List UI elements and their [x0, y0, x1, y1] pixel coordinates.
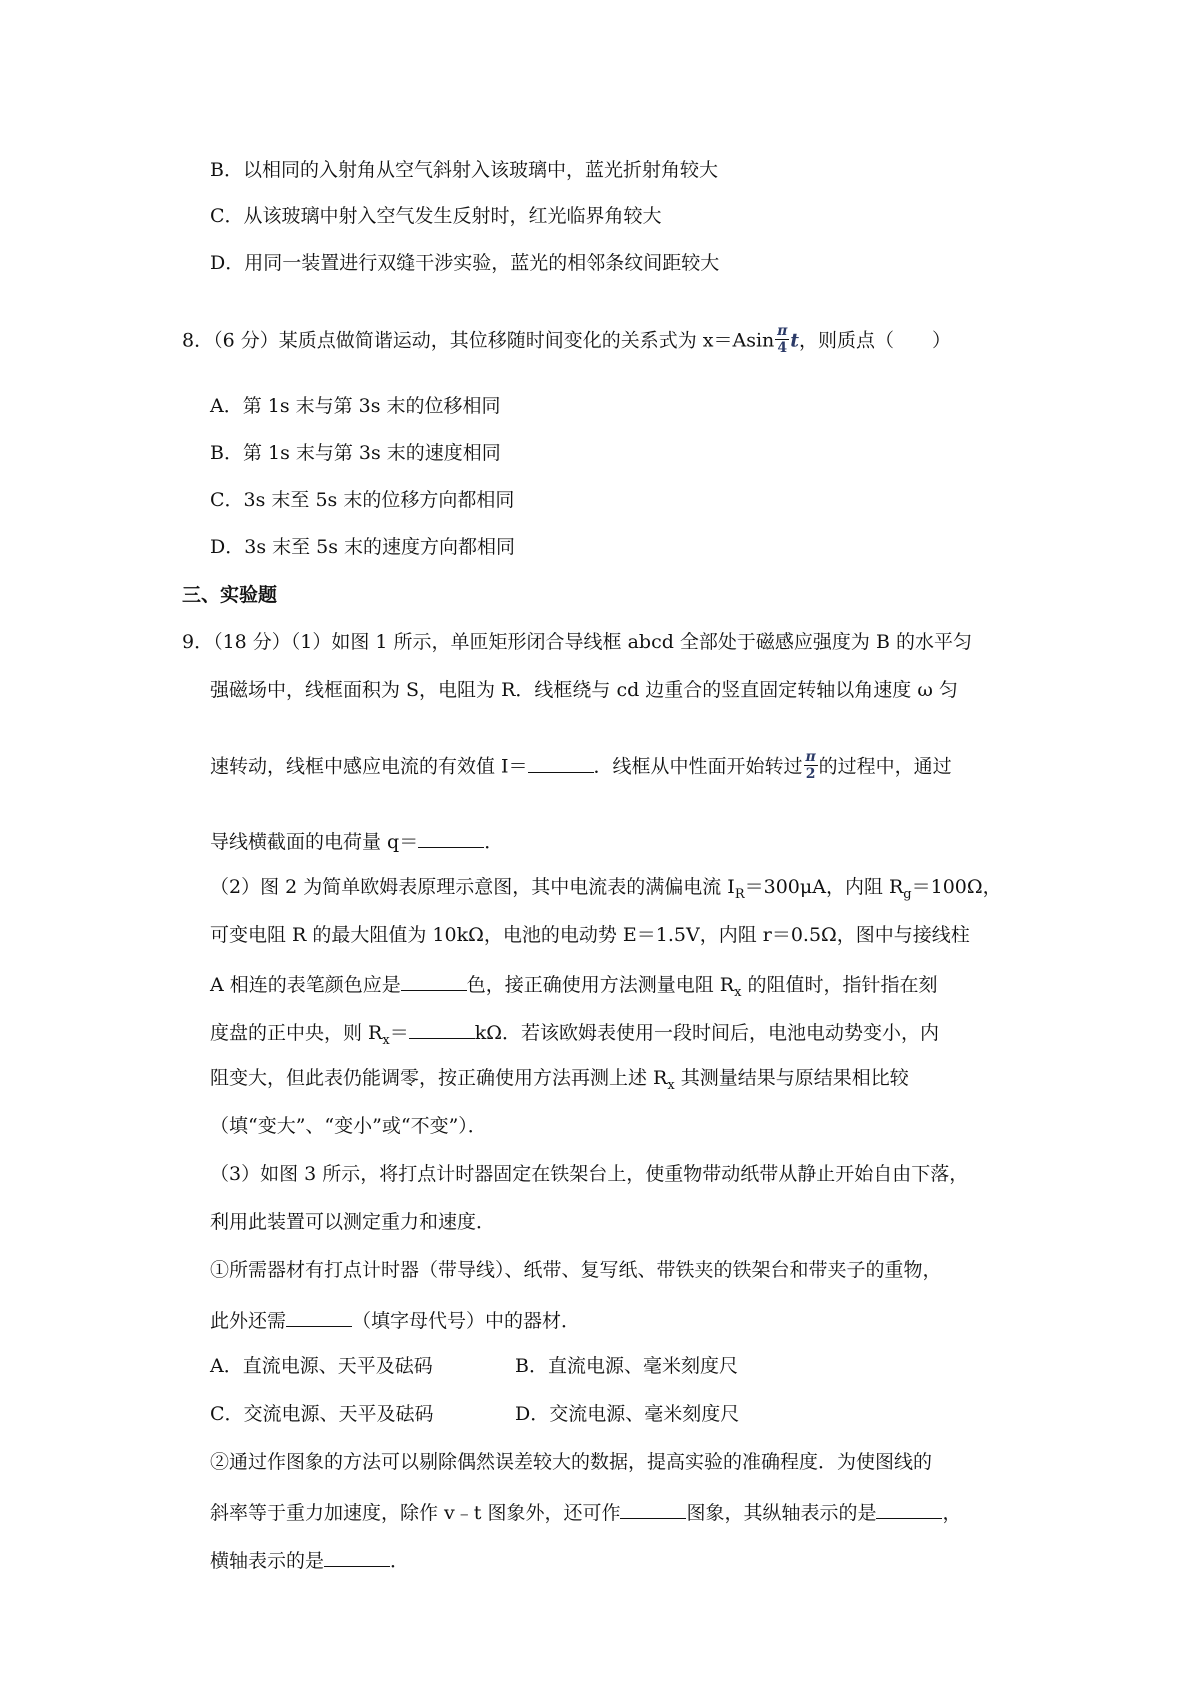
answer-blank-graph-type[interactable] — [620, 1501, 686, 1519]
q8-stem-text-a: 8．（6 分）某质点做简谐运动，其位移随时间变化的关系式为 x＝Asin — [182, 329, 775, 352]
q9-p3-q2-line2-text-a: 斜率等于重力加速度，除作 v﹣t 图象外，还可作 — [210, 1502, 621, 1524]
answer-blank-vertical-axis[interactable] — [876, 1501, 942, 1519]
q9-p1-line2: 强磁场中，线框面积为 S，电阻为 R．线框绕与 cd 边重合的竖直固定转轴以角速度 ω 匀 — [210, 679, 958, 701]
q9-p3-q1-line2-text-a: 此外还需 — [210, 1310, 287, 1332]
q7-option-b: B．以相同的入射角从空气斜射入该玻璃中，蓝光折射角较大 — [210, 159, 718, 181]
subscript-g: g — [903, 886, 912, 902]
q9-p2-line4-text-c: kΩ．若该欧姆表使用一段时间后，电池电动势变小，内 — [474, 1022, 939, 1044]
q9-p1-line4-text-a: 导线横截面的电荷量 q＝ — [210, 831, 419, 853]
q9-p1-line3-text-b: ．线框从中性面开始转过 — [593, 755, 803, 778]
q9-p2-line4 — [210, 1021, 939, 1047]
q9-p3-line1: （3）如图 3 所示，将打点计时器固定在铁架台上，使重物带动纸带从静止开始自由下落， — [210, 1163, 969, 1185]
q9-p2-line3 — [210, 973, 938, 999]
section-title: 三、实验题 — [182, 584, 278, 606]
q8-frac-num: π — [777, 323, 788, 339]
q9-p3-option-d: D．交流电源、毫米刻度尺 — [515, 1403, 740, 1425]
q9-p3-line2: 利用此装置可以测定重力和速度． — [210, 1211, 496, 1233]
q9-p1-line3-text-c: 的过程中，通过 — [818, 755, 952, 778]
answer-blank-color[interactable] — [401, 973, 467, 991]
q9-p2-line4-text-b: ＝ — [389, 1022, 409, 1044]
q9-p3-q2-line2-text-c: ， — [942, 1502, 962, 1524]
q9-p1-line3 — [210, 751, 952, 784]
subscript-r: R — [734, 886, 745, 902]
subscript-x: x — [667, 1077, 675, 1093]
q9-p2-line1-text-c: ＝100Ω， — [911, 876, 1002, 898]
q9-p2-line2: 可变电阻 R 的最大阻值为 10kΩ，电池的电动势 E＝1.5V，内阻 r＝0.5Ω，图中与接线柱 — [210, 924, 970, 946]
q9-p3-q1-line2 — [210, 1309, 580, 1331]
q9-p1-line1: 9．（18 分）（1）如图 1 所示，单匝矩形闭合导线框 abcd 全部处于磁感应强度为 B 的水平匀 — [182, 631, 972, 653]
q7-option-c: C．从该玻璃中射入空气发生反射时，红光临界角较大 — [210, 205, 662, 227]
q9-p2-line5-text-b: 其测量结果与原结果相比较 — [674, 1067, 909, 1089]
q9-p1-line4-text-b: ． — [484, 831, 504, 853]
q9-p3-q1-line2-text-b: （填字母代号）中的器材． — [352, 1310, 581, 1332]
q9-p3-q2-line3-text-a: 横轴表示的是 — [210, 1550, 325, 1572]
q9-p3-q2-line2 — [210, 1501, 961, 1523]
q9-p3-option-c: C．交流电源、天平及砝码 — [210, 1403, 434, 1425]
q9-p2-line6: （填“变大”、“变小”或“不变”）． — [210, 1115, 487, 1137]
q9-p3-q2-line3 — [210, 1549, 409, 1571]
q9-p3-q1-line1: ①所需器材有打点计时器（带导线）、纸带、复写纸、带铁夹的铁架台和带夹子的重物， — [210, 1259, 942, 1281]
q9-fraction — [804, 749, 818, 782]
answer-blank-current[interactable] — [528, 755, 594, 773]
q9-p2-line1-text-b: ＝300μA，内阻 R — [744, 876, 904, 898]
q8-option-c: C．3s 末至 5s 末的位移方向都相同 — [210, 489, 515, 511]
q9-p2-line3-text-c: 的阻值时，指针指在刻 — [741, 974, 938, 996]
q8-t-variable: t — [790, 329, 800, 352]
q9-p2-line5 — [210, 1069, 909, 1092]
q8-fraction — [775, 323, 789, 356]
q8-option-b: B．第 1s 末与第 3s 末的速度相同 — [210, 442, 501, 464]
q9-p1-line4 — [210, 830, 503, 852]
q8-option-a: A．第 1s 末与第 3s 末的位移相同 — [210, 395, 501, 417]
q9-p2-line1 — [210, 878, 1002, 901]
q9-p2-line3-text-a: A 相连的表笔颜色应是 — [210, 974, 401, 996]
answer-blank-horizontal-axis[interactable] — [324, 1549, 390, 1567]
q7-option-d: D．用同一装置进行双缝干涉实验，蓝光的相邻条纹间距较大 — [210, 252, 720, 274]
answer-blank-resistance[interactable] — [409, 1021, 475, 1039]
q9-p3-option-a: A．直流电源、天平及砝码 — [210, 1355, 433, 1377]
q8-stem — [182, 325, 951, 358]
subscript-x: x — [734, 984, 742, 1000]
q9-p2-line3-text-b: 色，接正确使用方法测量电阻 R — [466, 974, 735, 996]
q9-p2-line1-text-a: （2）图 2 为简单欧姆表原理示意图，其中电流表的满偏电流 I — [210, 876, 735, 898]
q9-p3-option-b: B．直流电源、毫米刻度尺 — [515, 1355, 738, 1377]
q8-option-d: D．3s 末至 5s 末的速度方向都相同 — [210, 536, 516, 558]
q9-frac-den: 2 — [805, 766, 816, 782]
q8-frac-den: 4 — [777, 340, 788, 356]
q9-frac-num: π — [805, 749, 816, 765]
answer-blank-equipment[interactable] — [286, 1309, 352, 1327]
q9-p1-line3-text-a: 速转动，线框中感应电流的有效值 I＝ — [210, 755, 528, 778]
subscript-x: x — [382, 1032, 390, 1048]
q9-p3-q2-line2-text-b: 图象，其纵轴表示的是 — [686, 1502, 877, 1524]
q9-p2-line4-text-a: 度盘的正中央，则 R — [210, 1022, 383, 1044]
q9-p3-q2-line3-text-b: ． — [390, 1550, 410, 1572]
q8-stem-text-b: ，则质点（ ） — [799, 329, 952, 352]
answer-blank-charge[interactable] — [418, 830, 484, 848]
q9-p2-line5-text-a: 阻变大，但此表仍能调零，按正确使用方法再测上述 R — [210, 1067, 668, 1089]
q9-p3-q2-line1: ②通过作图象的方法可以剔除偶然误差较大的数据，提高实验的准确程度．为使图线的 — [210, 1451, 933, 1473]
